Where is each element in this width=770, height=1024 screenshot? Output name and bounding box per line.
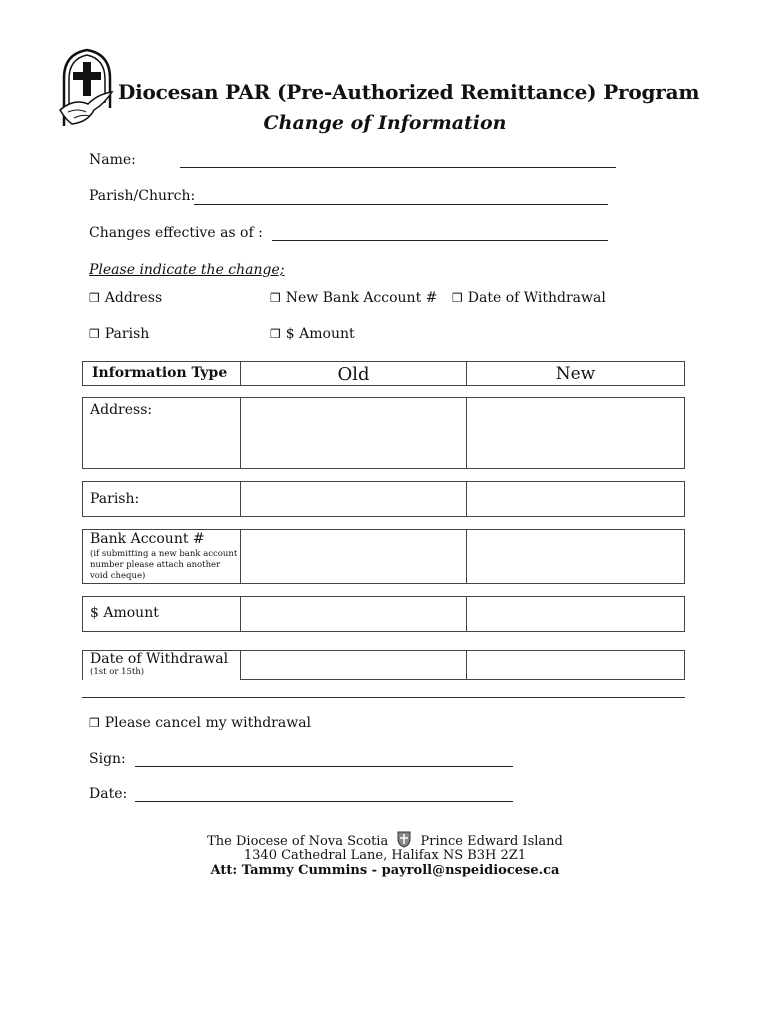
amount-new-cell[interactable] [466,596,685,632]
option-parish[interactable] [89,326,149,342]
option-amount-label: $ Amount [285,326,355,342]
row-withdrawal-label: Date of Withdrawal [90,651,229,667]
option-parish-label: Parish [104,326,150,342]
header-old: Old [240,361,467,386]
checkbox-icon[interactable]: ❒ [89,716,100,730]
row-bank-account [82,529,241,584]
withdrawal-note: (1st or 15th) [90,667,145,677]
row-address-label: Address: [82,397,241,469]
header-new: New [466,361,685,386]
diocese-crest-icon [396,830,412,848]
footer-province: Prince Edward Island [420,834,563,849]
effective-date-label: Changes effective as of : [89,225,263,241]
checkbox-icon[interactable]: ❒ [270,291,281,305]
name-label: Name: [89,152,136,168]
amount-old-cell[interactable] [240,596,467,632]
checkbox-icon[interactable]: ❒ [270,327,281,341]
option-address-label: Address [104,290,163,306]
withdrawal-new-cell[interactable] [466,650,685,680]
footer-diocese-line [0,830,770,849]
bank-account-note: (if submitting a new bank account number please attach another void cheque) [90,549,238,581]
date-field[interactable] [135,801,513,802]
checkbox-icon[interactable]: ❒ [89,327,100,341]
parish-church-label: Parish/Church: [89,188,196,204]
bank-old-cell[interactable] [240,529,467,584]
parish-old-cell[interactable] [240,481,467,517]
checkbox-icon[interactable]: ❒ [89,291,100,305]
sign-field[interactable] [135,766,513,767]
date-label: Date: [89,786,128,802]
name-field[interactable] [180,167,616,168]
form-subtitle: Change of Information [263,112,507,134]
address-new-cell[interactable] [466,397,685,469]
row-amount-label: $ Amount [82,596,241,632]
option-amount[interactable] [270,326,355,342]
option-address[interactable] [89,290,162,306]
parish-new-cell[interactable] [466,481,685,517]
sign-label: Sign: [89,751,126,767]
row-withdrawal [82,650,241,680]
option-new-bank-label: New Bank Account # [285,290,438,306]
address-old-cell[interactable] [240,397,467,469]
form-title: Diocesan PAR (Pre-Authorized Remittance) Program [118,80,700,104]
cancel-label: Please cancel my withdrawal [104,715,312,731]
change-instruction: Please indicate the change; [89,262,285,278]
row-parish-label: Parish: [82,481,241,517]
withdrawal-old-cell[interactable] [240,650,467,680]
option-date-withdrawal-label: Date of Withdrawal [467,290,606,306]
option-date-of-withdrawal[interactable] [452,290,606,306]
footer-address: 1340 Cathedral Lane, Halifax NS B3H 2Z1 [243,848,527,863]
footer-contact[interactable]: Att: Tammy Cummins - payroll@nspeidiocese.ca [210,863,560,878]
bank-new-cell[interactable] [466,529,685,584]
header-information-type: Information Type [82,361,241,386]
option-cancel-withdrawal[interactable] [89,715,311,731]
effective-date-field[interactable] [272,240,608,241]
parish-church-field[interactable] [194,204,608,205]
checkbox-icon[interactable]: ❒ [452,291,463,305]
section-divider [82,697,685,698]
row-bank-label: Bank Account # [90,531,205,547]
footer-diocese-name: The Diocese of Nova Scotia [207,834,389,849]
option-new-bank-account[interactable] [270,290,437,306]
